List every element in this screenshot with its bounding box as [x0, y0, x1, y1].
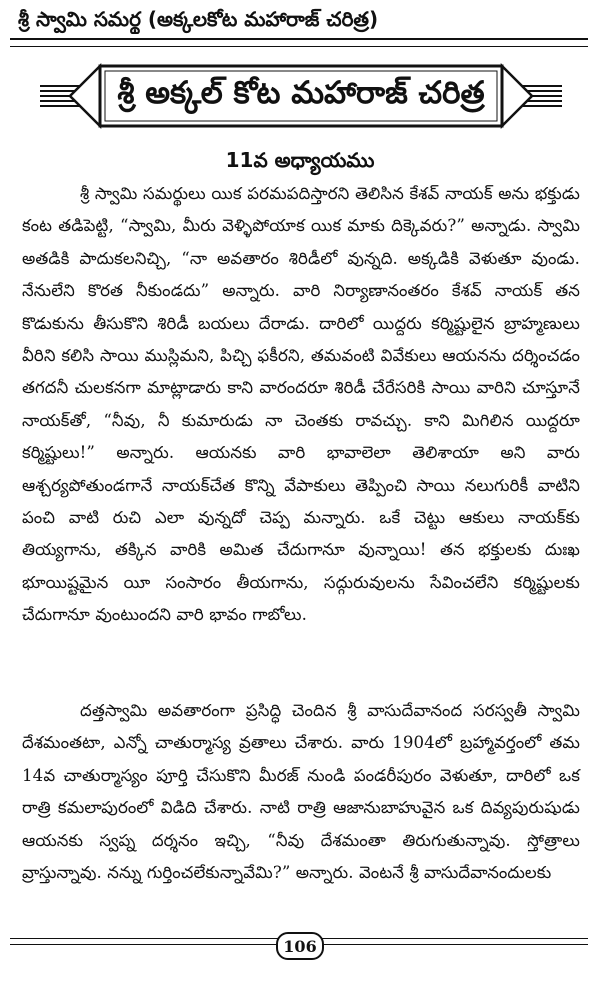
body-paragraph-2: దత్తస్వామి అవతారంగా ప్రసిద్ధి చెందిన శ్రీ వాసుదేవానంద సరస్వతీ స్వామి దేశమంతటా, ఎన్నో చాతుర్మాస్య వ్రతాలు చేశారు. వారు 1904లో బ్రహ్మావర్తంలో తమ 14వ చాతుర్మాస్యం పూర్తి చేసుకొని మీరజ్ నుండి పండరీపురం వెళుతూ, దారిలో ఒక రాత్రి కమలాపురంలో విడిది చేశారు. నాటి రాత్రి ఆజానుబాహువైన ఒక దివ్యపురుషుడు ఆయనకు స్వప్న దర్శనం ఇచ్చి, “నీవు దేశమంతా తిరుగుతున్నావు. స్తోత్రాలు వ్రాస్తున్నావు. నన్ను గుర్తించలేకున్నావేమి?” అన్నారు. వెంటనే శ్రీ వాసుదేవానందులకు [22, 701, 580, 883]
body-paragraph-1: శ్రీ స్వామి సమర్థులు యిక పరమపదిస్తారని తెలిసిన కేశవ్ నాయక్ అను భక్తుడు కంట తడిపెట్టి, “స్వామి, మీరు వెళ్ళిపోయాక యిక మాకు దిక్కెవరు?” అన్నాడు. స్వామి అతడికి పాదుకలనిచ్చి, “నా అవతారం శిరిడీలో వున్నది. అక్కడికి వెళుతూ వుండు. నేనులేని కొరత నీకుండదు” అన్నారు. వారి నిర్యాణానంతరం కేశవ్ నాయక్ తన కొడుకును తీసుకొని శిరిడీ బయలు దేరాడు. దారిలో యిద్దరు కర్మిష్టులైన బ్రాహ్మణులు వీరిని కలిసి సాయి ముస్లిమని, పిచ్చి ఫకీరని, తమవంటి వివేకులు ఆయనను దర్శించడం తగదనీ చులకనగా మాట్లాడారు కాని వారందరూ శిరిడీ చేరేసరికి సాయి వారిని చూస్తూనే నాయక్‌తో, “నీవు, నీ కుమారుడు నా చెంతకు రావచ్చు. కాని మిగిలిన యిద్దరూ కర్మిష్టులు!” అన్నారు. ఆయనకు వారి భావాలెలా తెలిశాయా అని వారు ఆశ్చర్యపోతుండగానే నాయక్‌చేత కొన్ని వేపాకులు తెప్పించి సాయి నలుగురికీ వాటిని పంచి వాటి రుచి ఎలా వున్నదో చెప్ప మన్నారు. ఒకే చెట్టు ఆకులు నాయక్‌కు తియ్యగాను, తక్కిన వారికి అమిత చేదుగానూ వున్నాయి! తన భక్తులకు దుఃఖ భూయిష్టమైన యీ సంసారం తీయగాను, సద్గురువులను సేవించలేని కర్మిష్టులకు చేదుగానూ వుంటుందని వారి భావం గాబోలు. [22, 184, 580, 625]
header-rule [10, 38, 588, 47]
running-header: శ్రీ స్వామి సమర్థ (అక్కలకోట మహారాజ్ చరిత్ర) [18, 7, 379, 31]
page-number: 106 [276, 932, 324, 960]
page-footer [10, 930, 588, 960]
title-banner [40, 58, 562, 134]
chapter-heading: 11వ అధ్యాయము [225, 148, 375, 172]
banner-title: శ్రీ అక్కల్ కోట మహారాజ్ చరిత్ర [117, 74, 485, 111]
